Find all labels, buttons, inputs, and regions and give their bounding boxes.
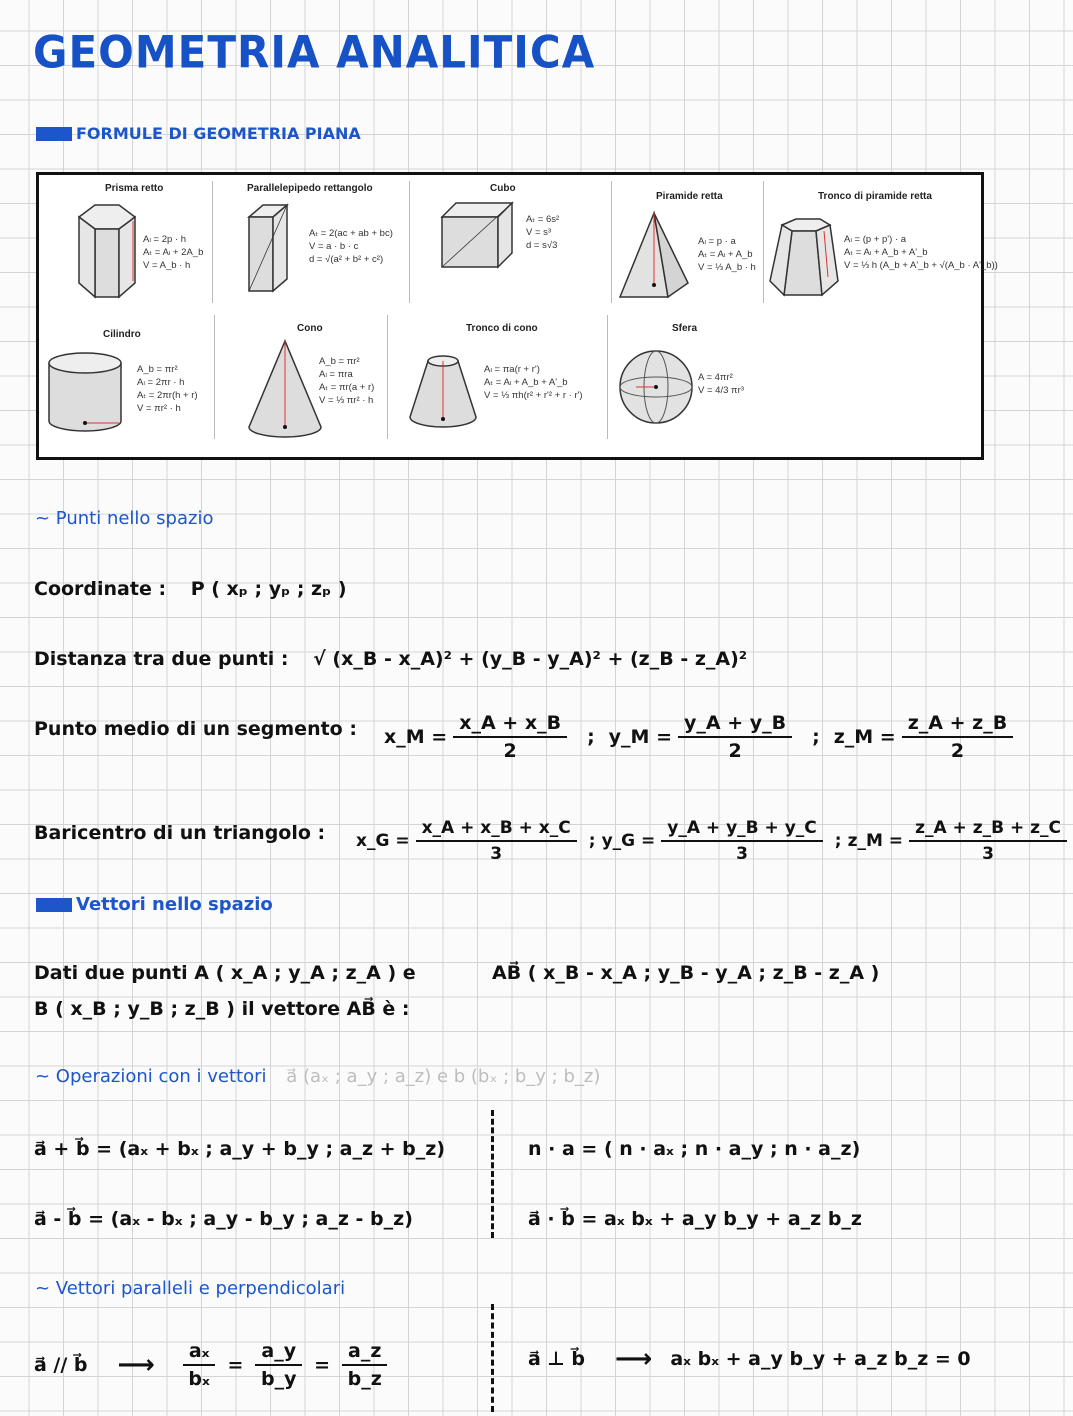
parallel-frac-y: $\frac{a\_y}{b\_y}$ [255, 1340, 302, 1390]
parallel-frac-z: $\frac{a\_z}{b\_z}$ [342, 1340, 387, 1390]
arrow-icon: ⟶ [117, 1350, 155, 1380]
cube-icon [438, 199, 518, 271]
midpoint-y-frac: $\frac{y\_A + y\_B}{2}$ [678, 712, 792, 762]
distance-line [34, 648, 747, 670]
midpoint-x-lhs: x_M = [384, 726, 448, 748]
column-divider [491, 1110, 494, 1238]
coordinates-value: P ( xₚ ; yₚ ; zₚ ) [190, 578, 347, 600]
cell-sfera: Sfera A = 4πr² V = 4/3 πr³ [608, 307, 978, 453]
perpendicular-rhs: aₓ bₓ + a_y b_y + a_z b_z = 0 [670, 1348, 971, 1370]
solid-name: Prisma retto [105, 183, 164, 194]
sphere-icon [616, 347, 696, 427]
section-heading-text: Vettori nello spazio [76, 894, 273, 915]
perpendicular-lhs: a⃗ ⊥ b⃗ [528, 1348, 586, 1370]
cylinder-icon [45, 351, 125, 435]
cell-cilindro: Cilindro A_b = πr² Aₗ = 2πr · h Aₜ = 2πr(h + r) V = πr² · h [39, 307, 214, 453]
cell-cono: Cono A_b = πr² Aₗ = πra Aₜ = πr(a + r) V = ⅓ πr² · h [215, 307, 387, 453]
given-points-line-2: B ( x_B ; y_B ; z_B ) il vettore AB⃗ è : [34, 998, 410, 1020]
barycenter-y-lhs: y_G = [601, 831, 656, 851]
parallel-lhs: a⃗ // b⃗ [34, 1354, 88, 1376]
solid-name: Cono [297, 323, 323, 334]
cone-icon [245, 337, 325, 441]
solid-name: Sfera [672, 323, 698, 334]
parallel-condition: a⃗ // b⃗ ⟶ $\frac{\text{aₓ}}{\text{bₓ}}$ = $\frac{a\_y}{b\_y}$ = $\frac{a\_z}{b\_z}$ [34, 1340, 393, 1390]
vector-difference: a⃗ - b⃗ = (aₓ - bₓ ; a_y - b_y ; a_z - b_z) [34, 1208, 413, 1230]
subheading-parallel-perpendicular: ~ Vettori paralleli e perpendicolari [35, 1278, 346, 1299]
midpoint-formulas: x_M = $\frac{x\_A + x\_B}{2}$ ; y_M = $\frac{y\_A + y\_B}{2}$ ; z_M = $\frac{z\_A + z\_B}{2}$ [384, 712, 1019, 762]
midpoint-z-lhs: z_M = [833, 726, 896, 748]
cell-piramide: Piramide retta Aₗ = p · a Aₜ = Aₗ + A_b V = ⅓ A_b · h [612, 175, 762, 305]
midpoint-y-lhs: y_M = [608, 726, 672, 748]
barycenter-x-frac: $\frac{x\_A + x\_B + x\_C}{3}$ [416, 818, 577, 864]
solid-name: Cubo [490, 183, 516, 194]
cell-prisma-retto: Prisma retto Aₗ = 2p · h Aₜ = Aₗ + 2A_b V = A_b · h [39, 175, 212, 305]
given-points-line-1: Dati due punti A ( x_A ; y_A ; z_A ) e [34, 962, 416, 984]
coordinates-label: Coordinate : [34, 578, 167, 600]
barycenter-z-frac: $\frac{z\_A + z\_B + z\_C}{3}$ [909, 818, 1067, 864]
operations-faded-note: a⃗ (aₓ ; a_y ; a_z) e b (bₓ ; b_y ; b_z) [286, 1066, 601, 1087]
section-heading-text: FORMULE DI GEOMETRIA PIANA [76, 124, 361, 143]
pyramid-icon [616, 209, 692, 301]
box-icon [243, 201, 303, 295]
formula-table [36, 172, 998, 460]
barycenter-z-lhs: z_M = [847, 831, 904, 851]
section-marker [36, 127, 72, 141]
subheading-points: ~ Punti nello spazio [35, 508, 214, 529]
arrow-icon: ⟶ [615, 1344, 653, 1374]
vector-ab-value: AB⃗ ( x_B - x_A ; y_B - y_A ; z_B - z_A ) [492, 962, 880, 984]
frustum-cone-icon [406, 353, 480, 437]
perpendicular-condition [528, 1344, 971, 1374]
solid-name: Tronco di piramide retta [818, 191, 932, 202]
prism-icon [73, 201, 141, 301]
midpoint-x-frac: $\frac{x\_A + x\_B}{2}$ [453, 712, 567, 762]
column-divider [491, 1304, 494, 1412]
subheading-operations [35, 1066, 600, 1087]
cell-tronco-piramide: Tronco di piramide retta Aₗ = (p + p') · a Aₜ = Aₗ + A_b + A'_b V = ⅓ h (A_b + A'_b + √(A_b · A'_b)) [764, 175, 978, 305]
barycenter-formulas: x_G = $\frac{x\_A + x\_B + x\_C}{3}$ ; y_G = $\frac{y\_A + y\_B + y\_C}{3}$ ; z_M = $\frac{z\_A + z\_B + z\_C}{3}$ [356, 818, 1073, 864]
solid-name: Tronco di cono [466, 323, 538, 334]
barycenter-y-frac: $\frac{y\_A + y\_B + y\_C}{3}$ [661, 818, 823, 864]
distance-label: Distanza tra due punti : [34, 648, 289, 670]
solid-name: Piramide retta [656, 191, 723, 202]
vector-sum: a⃗ + b⃗ = (aₓ + bₓ ; a_y + b_y ; a_z + b_z) [34, 1138, 446, 1160]
page-title: GEOMETRIA ANALITICA [33, 26, 596, 79]
solid-name: Parallelepipedo rettangolo [247, 183, 373, 194]
section-heading-vectors [36, 894, 273, 915]
operations-heading-text: ~ Operazioni con i vettori [35, 1066, 267, 1087]
frustum-pyramid-icon [766, 215, 842, 301]
solid-name: Cilindro [103, 329, 141, 340]
cell-cubo: Cubo Aₜ = 6s² V = s³ d = s√3 [410, 175, 610, 305]
distance-formula: √ (x_B - x_A)² + (y_B - y_A)² + (z_B - z_A)² [313, 648, 748, 670]
cell-parallelepipedo: Parallelepipedo rettangolo Aₜ = 2(ac + ab + bc) V = a · b · c d = √(a² + b² + c²) [213, 175, 409, 305]
cell-tronco-cono: Tronco di cono Aₗ = πa(r + r') Aₜ = Aₗ + A_b + A'_b V = ⅓ πh(r² + r'² + r · r') [388, 307, 607, 453]
barycenter-label: Baricentro di un triangolo : [34, 822, 326, 844]
midpoint-label: Punto medio di un segmento : [34, 718, 357, 740]
section-heading-plane-geometry [36, 124, 361, 143]
scalar-product: n · a = ( n · aₓ ; n · a_y ; n · a_z) [528, 1138, 861, 1160]
coordinates-line [34, 578, 347, 600]
section-marker [36, 898, 72, 912]
midpoint-z-frac: $\frac{z\_A + z\_B}{2}$ [902, 712, 1013, 762]
parallel-frac-x: $\frac{\text{aₓ}}{\text{bₓ}}$ [183, 1340, 216, 1390]
dot-product: a⃗ · b⃗ = aₓ bₓ + a_y b_y + a_z b_z [528, 1208, 862, 1230]
barycenter-x-lhs: x_G = [356, 831, 410, 851]
